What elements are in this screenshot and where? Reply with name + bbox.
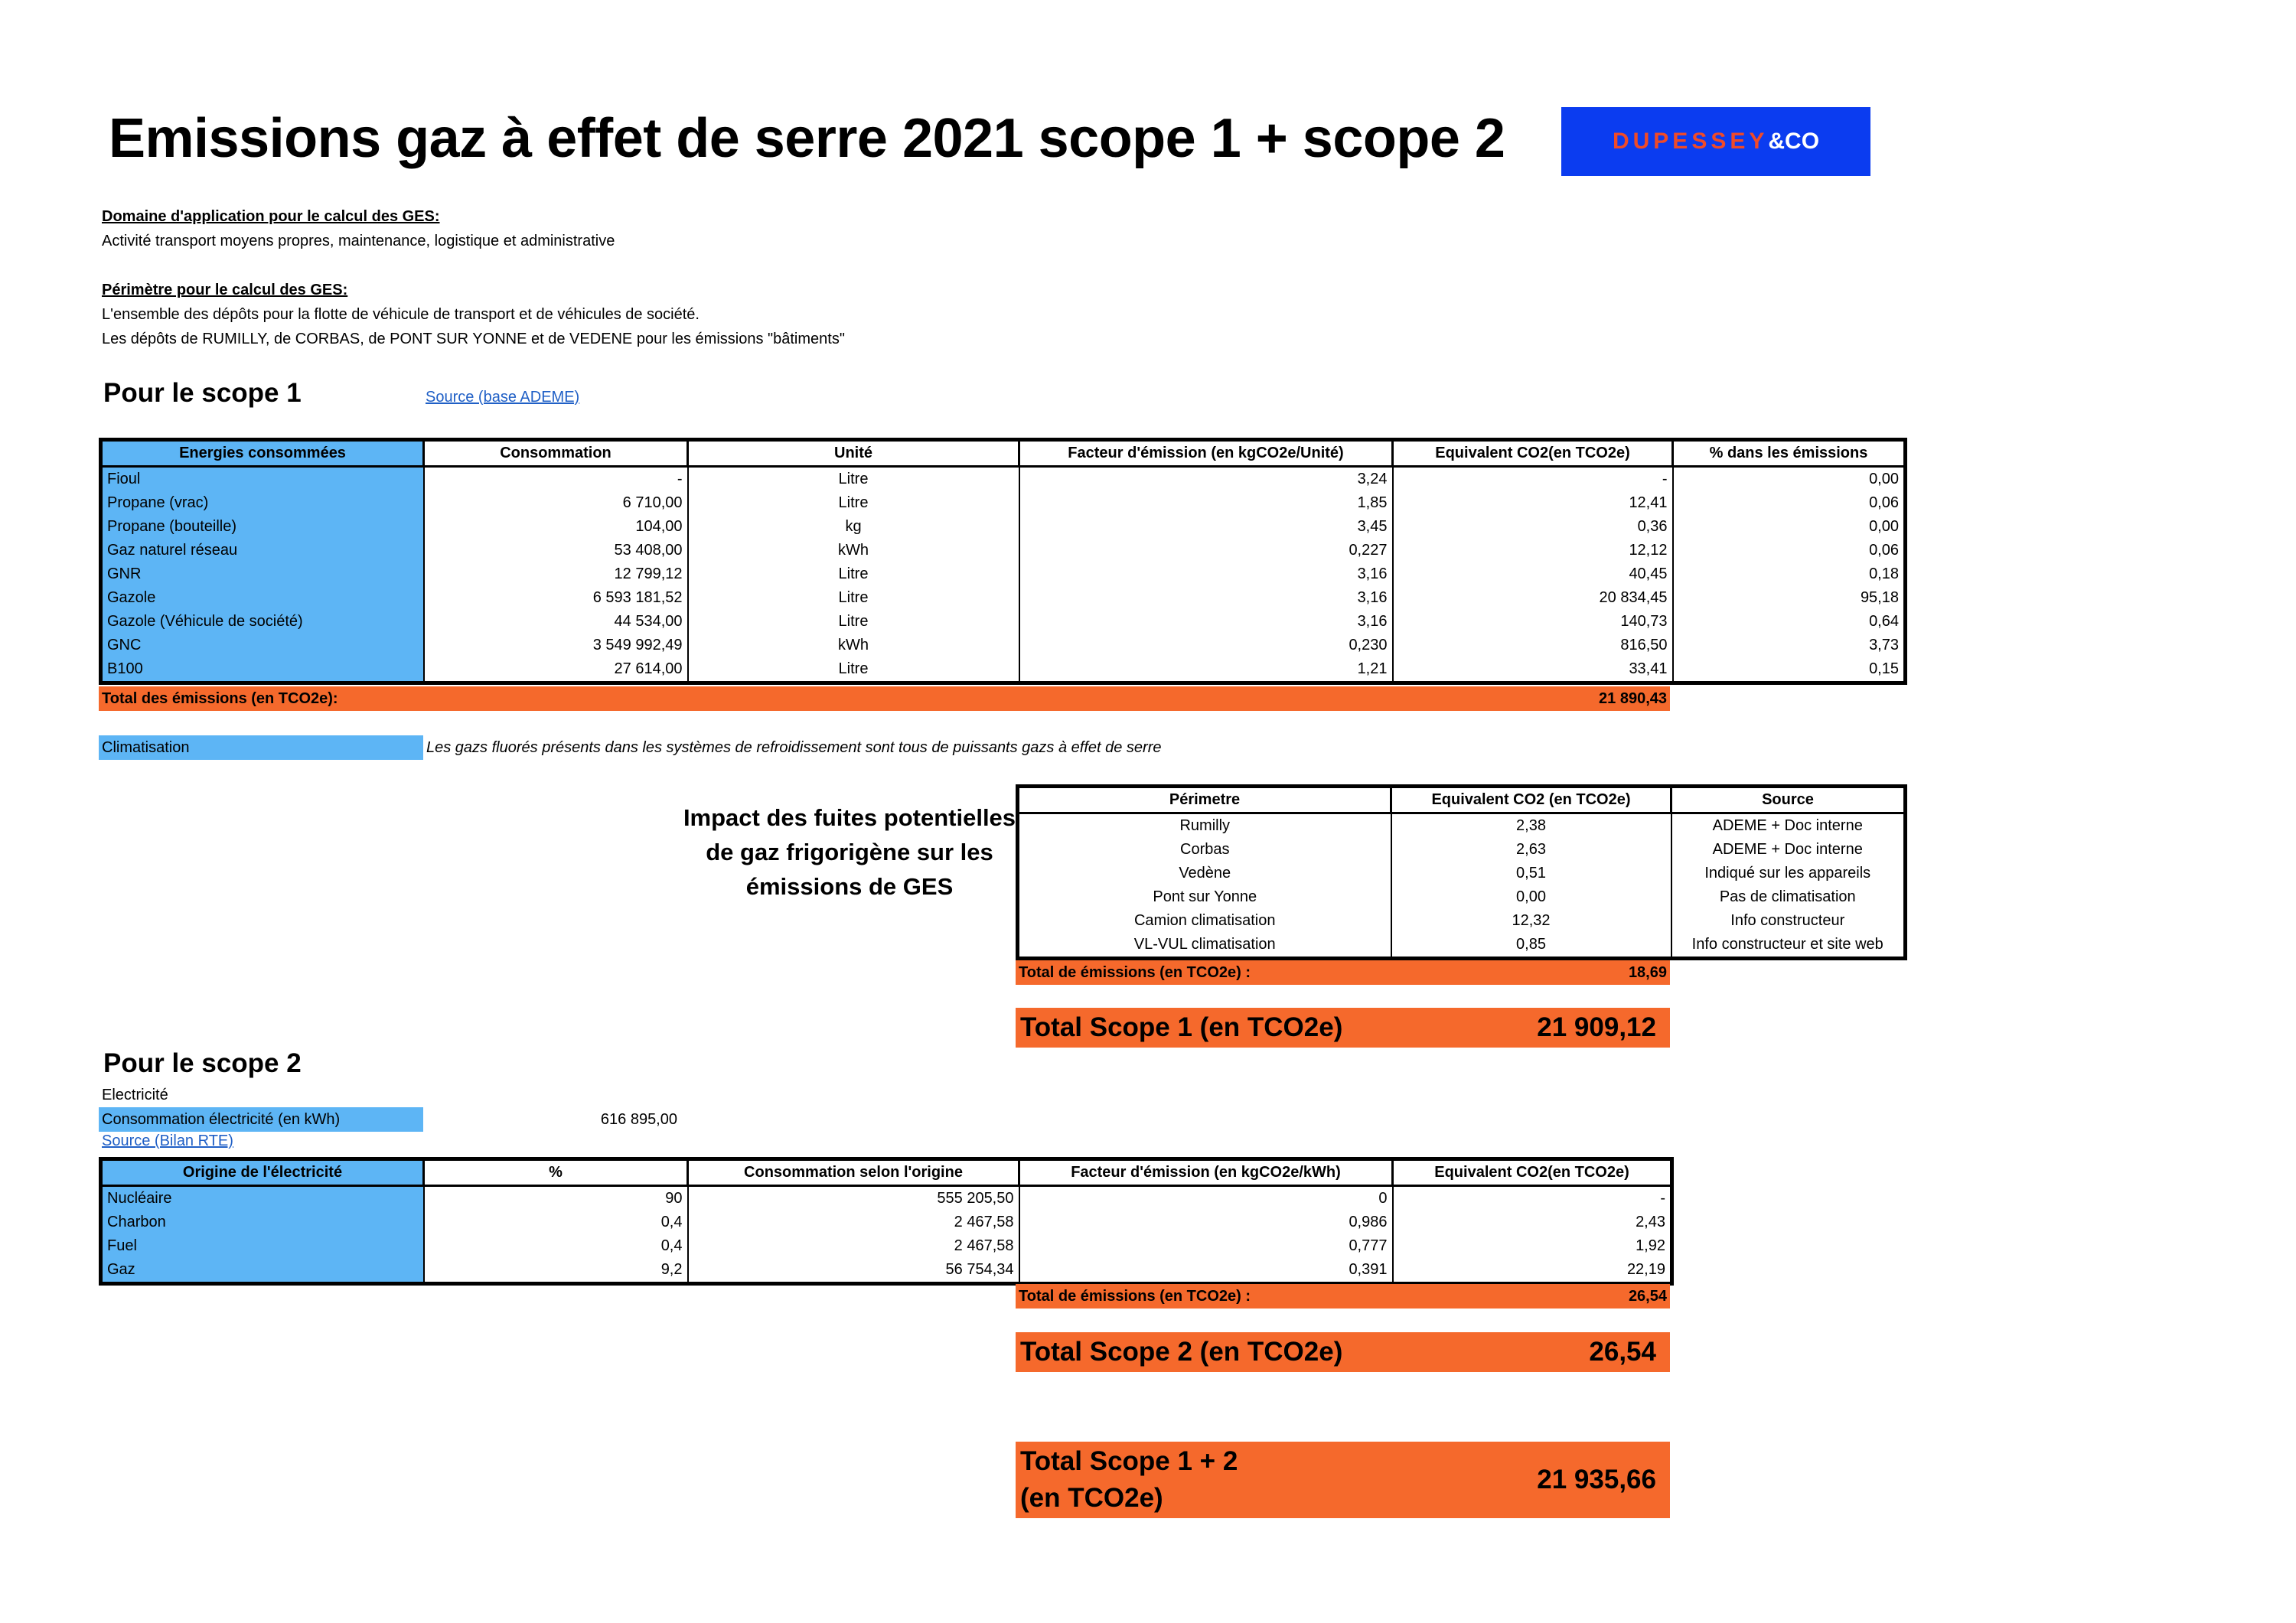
origin-row-cell: Nucléaire <box>101 1186 424 1211</box>
energy-row-cell: 27 614,00 <box>424 657 688 683</box>
leak-row-cell: Info constructeur et site web <box>1671 933 1906 959</box>
energy-row-cell: - <box>1393 467 1673 492</box>
scope2-heading: Pour le scope 2 <box>103 1048 302 1078</box>
energy-row-cell: 140,73 <box>1393 610 1673 634</box>
energy-header-consommation: Consommation <box>424 440 688 467</box>
leak-row-cell: Camion climatisation <box>1018 909 1391 933</box>
origin-row-cell: 555 205,50 <box>688 1186 1019 1211</box>
origin-row-cell: 2,43 <box>1393 1211 1672 1234</box>
energy-row-cell: Litre <box>688 610 1019 634</box>
leak-row-cell: Vedène <box>1018 862 1391 885</box>
energy-row <box>101 586 1906 610</box>
energy-row-cell: 0,00 <box>1673 467 1906 492</box>
origin-row-cell: 9,2 <box>424 1258 688 1284</box>
energy-header-facteur: Facteur d'émission (en kgCO2e/Unité) <box>1019 440 1393 467</box>
energy-row <box>101 491 1906 515</box>
energy-row-cell: kWh <box>688 634 1019 657</box>
origin-row-cell: 0,4 <box>424 1234 688 1258</box>
origin-row-cell: Charbon <box>101 1211 424 1234</box>
energy-row-cell: 816,50 <box>1393 634 1673 657</box>
impact-text: Impact des fuites potentielles de gaz frigorigène sur les émissions de GES <box>683 804 1016 900</box>
origin-row-cell: Fuel <box>101 1234 424 1258</box>
electricite-label: Electricité <box>102 1087 168 1103</box>
energy-total-label: Total des émissions (en TCO2e): <box>102 689 338 707</box>
energy-row-cell: 12,41 <box>1393 491 1673 515</box>
leak-header-source: Source <box>1671 787 1906 813</box>
scope2-total-bar <box>1016 1332 1670 1372</box>
energy-row-cell: 0,06 <box>1673 491 1906 515</box>
scope2-total-label: Total Scope 2 (en TCO2e) <box>1020 1337 1343 1367</box>
grand-total-label <box>1020 1443 1238 1517</box>
origin-header-consommation: Consommation selon l'origine <box>688 1159 1019 1186</box>
leak-row-cell: 0,51 <box>1391 862 1671 885</box>
energy-row-cell: 3,16 <box>1019 586 1393 610</box>
energy-total-value: 21 890,43 <box>1599 689 1667 707</box>
energy-row-cell: - <box>424 467 688 492</box>
origin-row-cell: 0 <box>1019 1186 1393 1211</box>
grand-total-label-line2: (en TCO2e) <box>1020 1483 1163 1513</box>
energy-row-cell: 40,45 <box>1393 562 1673 586</box>
leak-row-cell: 0,00 <box>1391 885 1671 909</box>
energy-header-pourcentage: % dans les émissions <box>1673 440 1906 467</box>
energy-row-cell: 0,15 <box>1673 657 1906 683</box>
energy-table-header <box>101 440 1906 467</box>
energy-table <box>99 438 1907 685</box>
origin-row-cell: 2 467,58 <box>688 1234 1019 1258</box>
logo-text: DUPESSEY <box>1612 129 1769 154</box>
energy-row-cell: 0,36 <box>1393 515 1673 539</box>
energy-row-cell: 3 549 992,49 <box>424 634 688 657</box>
scope2-total-value: 26,54 <box>1589 1337 1656 1367</box>
leak-row-cell: 0,85 <box>1391 933 1671 959</box>
energy-row-cell: 3,73 <box>1673 634 1906 657</box>
energy-row-cell: GNR <box>101 562 424 586</box>
energy-header-unite: Unité <box>688 440 1019 467</box>
scope1-total-label: Total Scope 1 (en TCO2e) <box>1020 1012 1343 1042</box>
origin-row <box>101 1186 1672 1211</box>
origin-row-cell: 90 <box>424 1186 688 1211</box>
energy-row <box>101 657 1906 683</box>
grand-total-value: 21 935,66 <box>1537 1465 1656 1494</box>
leak-row-cell: 12,32 <box>1391 909 1671 933</box>
leak-total-value: 18,69 <box>1628 963 1667 981</box>
leak-table-header <box>1018 787 1906 813</box>
energy-row <box>101 610 1906 634</box>
origin-table-header <box>101 1159 1672 1186</box>
company-logo <box>1561 107 1870 176</box>
energy-row-cell: 12 799,12 <box>424 562 688 586</box>
energy-row-cell: B100 <box>101 657 424 683</box>
leak-row <box>1018 862 1906 885</box>
energy-row-cell: 104,00 <box>424 515 688 539</box>
domaine-text: Activité transport moyens propres, maintenance, logistique et administrative <box>102 233 615 249</box>
energy-header-equivalent: Equivalent CO2(en TCO2e) <box>1393 440 1673 467</box>
leak-total-label: Total de émissions (en TCO2e) : <box>1019 963 1251 981</box>
origin-total-value: 26,54 <box>1628 1287 1667 1305</box>
grand-total-label-line1: Total Scope 1 + 2 <box>1020 1446 1238 1476</box>
energy-row-cell: 1,85 <box>1019 491 1393 515</box>
energy-row-cell: 33,41 <box>1393 657 1673 683</box>
logo-amp: &CO <box>1768 129 1820 154</box>
leak-row <box>1018 885 1906 909</box>
leak-row-cell: 2,63 <box>1391 838 1671 862</box>
energy-row-cell: Propane (vrac) <box>101 491 424 515</box>
origin-row-cell: 0,777 <box>1019 1234 1393 1258</box>
energy-row-cell: 3,16 <box>1019 610 1393 634</box>
energy-total-bar <box>99 686 1670 711</box>
energy-row-cell: 0,18 <box>1673 562 1906 586</box>
scope1-source-link[interactable]: Source (base ADEME) <box>426 389 580 406</box>
origin-row <box>101 1234 1672 1258</box>
page-title: Emissions gaz à effet de serre 2021 scope 1 + scope 2 <box>109 108 1505 169</box>
origin-row-cell: 22,19 <box>1393 1258 1672 1284</box>
leak-row-cell: Pont sur Yonne <box>1018 885 1391 909</box>
leak-row <box>1018 909 1906 933</box>
scope2-source-link[interactable]: Source (Bilan RTE) <box>102 1133 233 1149</box>
origin-header-equivalent: Equivalent CO2(en TCO2e) <box>1393 1159 1672 1186</box>
energy-row <box>101 562 1906 586</box>
leak-row-cell: Info constructeur <box>1671 909 1906 933</box>
energy-row-cell: 95,18 <box>1673 586 1906 610</box>
leak-row-cell: 2,38 <box>1391 813 1671 839</box>
scope1-heading: Pour le scope 1 <box>103 378 302 408</box>
origin-row-cell: 0,986 <box>1019 1211 1393 1234</box>
leak-row <box>1018 838 1906 862</box>
leak-row-cell: Indiqué sur les appareils <box>1671 862 1906 885</box>
origin-row <box>101 1211 1672 1234</box>
energy-row-cell: 0,230 <box>1019 634 1393 657</box>
energy-row <box>101 515 1906 539</box>
energy-row-cell: Propane (bouteille) <box>101 515 424 539</box>
energy-header-energie: Energies consommées <box>101 440 424 467</box>
leak-row <box>1018 813 1906 839</box>
energy-row-cell: kg <box>688 515 1019 539</box>
energy-row-cell: Gazole <box>101 586 424 610</box>
climatisation-label: Climatisation <box>99 735 423 760</box>
leak-row-cell: ADEME + Doc interne <box>1671 813 1906 839</box>
leak-header-equivalent: Equivalent CO2 (en TCO2e) <box>1391 787 1671 813</box>
energy-row-cell: 0,64 <box>1673 610 1906 634</box>
energy-row-cell: kWh <box>688 539 1019 562</box>
conso-electricite-label: Consommation électricité (en kWh) <box>99 1107 423 1132</box>
energy-row-cell: Litre <box>688 657 1019 683</box>
energy-row-cell: GNC <box>101 634 424 657</box>
origin-row-cell: - <box>1393 1186 1672 1211</box>
energy-row-cell: 20 834,45 <box>1393 586 1673 610</box>
origin-row-cell: 1,92 <box>1393 1234 1672 1258</box>
scope1-total-bar <box>1016 1008 1670 1048</box>
climatisation-note: Les gazs fluorés présents dans les systèmes de refroidissement sont tous de puissants gazs à effet de serre <box>426 739 1162 756</box>
origin-row-cell: 56 754,34 <box>688 1258 1019 1284</box>
perimetre-line-1: L'ensemble des dépôts pour la flotte de véhicule de transport et de véhicules de société. <box>102 306 700 323</box>
energy-row-cell: 0,06 <box>1673 539 1906 562</box>
energy-row-cell: Litre <box>688 467 1019 492</box>
origin-row-cell: 2 467,58 <box>688 1211 1019 1234</box>
conso-electricite-value: 616 895,00 <box>600 1111 677 1128</box>
leak-row-cell: Pas de climatisation <box>1671 885 1906 909</box>
energy-row-cell: Litre <box>688 491 1019 515</box>
energy-row-cell: 1,21 <box>1019 657 1393 683</box>
energy-row <box>101 634 1906 657</box>
origin-row-cell: 0,391 <box>1019 1258 1393 1284</box>
energy-row-cell: 3,24 <box>1019 467 1393 492</box>
scope1-total-value: 21 909,12 <box>1537 1012 1656 1042</box>
origin-row-cell: Gaz <box>101 1258 424 1284</box>
energy-row-cell: Fioul <box>101 467 424 492</box>
energy-row-cell: 12,12 <box>1393 539 1673 562</box>
leak-header-perimetre: Périmetre <box>1018 787 1391 813</box>
leak-row <box>1018 933 1906 959</box>
energy-row-cell: Litre <box>688 586 1019 610</box>
energy-row-cell: 3,45 <box>1019 515 1393 539</box>
energy-row-cell: 53 408,00 <box>424 539 688 562</box>
origin-header-facteur: Facteur d'émission (en kgCO2e/kWh) <box>1019 1159 1393 1186</box>
origin-header-origine: Origine de l'électricité <box>101 1159 424 1186</box>
leak-row-cell: ADEME + Doc interne <box>1671 838 1906 862</box>
perimetre-line-2: Les dépôts de RUMILLY, de CORBAS, de PONT SUR YONNE et de VEDENE pour les émissions "bâtiments" <box>102 331 845 347</box>
energy-row-cell: 0,227 <box>1019 539 1393 562</box>
leak-row-cell: VL-VUL climatisation <box>1018 933 1391 959</box>
leak-row-cell: Rumilly <box>1018 813 1391 839</box>
leak-table <box>1016 784 1907 960</box>
energy-row-cell: Gazole (Véhicule de société) <box>101 610 424 634</box>
origin-total-label: Total de émissions (en TCO2e) : <box>1019 1287 1251 1305</box>
perimetre-heading: Périmètre pour le calcul des GES: <box>102 282 348 298</box>
leak-total-bar <box>1016 960 1670 985</box>
origin-header-pourcentage: % <box>424 1159 688 1186</box>
energy-row <box>101 539 1906 562</box>
energy-row-cell: Gaz naturel réseau <box>101 539 424 562</box>
leak-row-cell: Corbas <box>1018 838 1391 862</box>
energy-row-cell: 6 710,00 <box>424 491 688 515</box>
origin-total-bar <box>1016 1284 1670 1309</box>
energy-row <box>101 467 1906 492</box>
energy-row-cell: 3,16 <box>1019 562 1393 586</box>
energy-row-cell: 0,00 <box>1673 515 1906 539</box>
domaine-heading: Domaine d'application pour le calcul des GES: <box>102 208 440 225</box>
origin-row-cell: 0,4 <box>424 1211 688 1234</box>
grand-total-bar <box>1016 1442 1670 1518</box>
origin-table <box>99 1157 1674 1286</box>
origin-row <box>101 1258 1672 1284</box>
energy-row-cell: Litre <box>688 562 1019 586</box>
energy-row-cell: 6 593 181,52 <box>424 586 688 610</box>
energy-row-cell: 44 534,00 <box>424 610 688 634</box>
